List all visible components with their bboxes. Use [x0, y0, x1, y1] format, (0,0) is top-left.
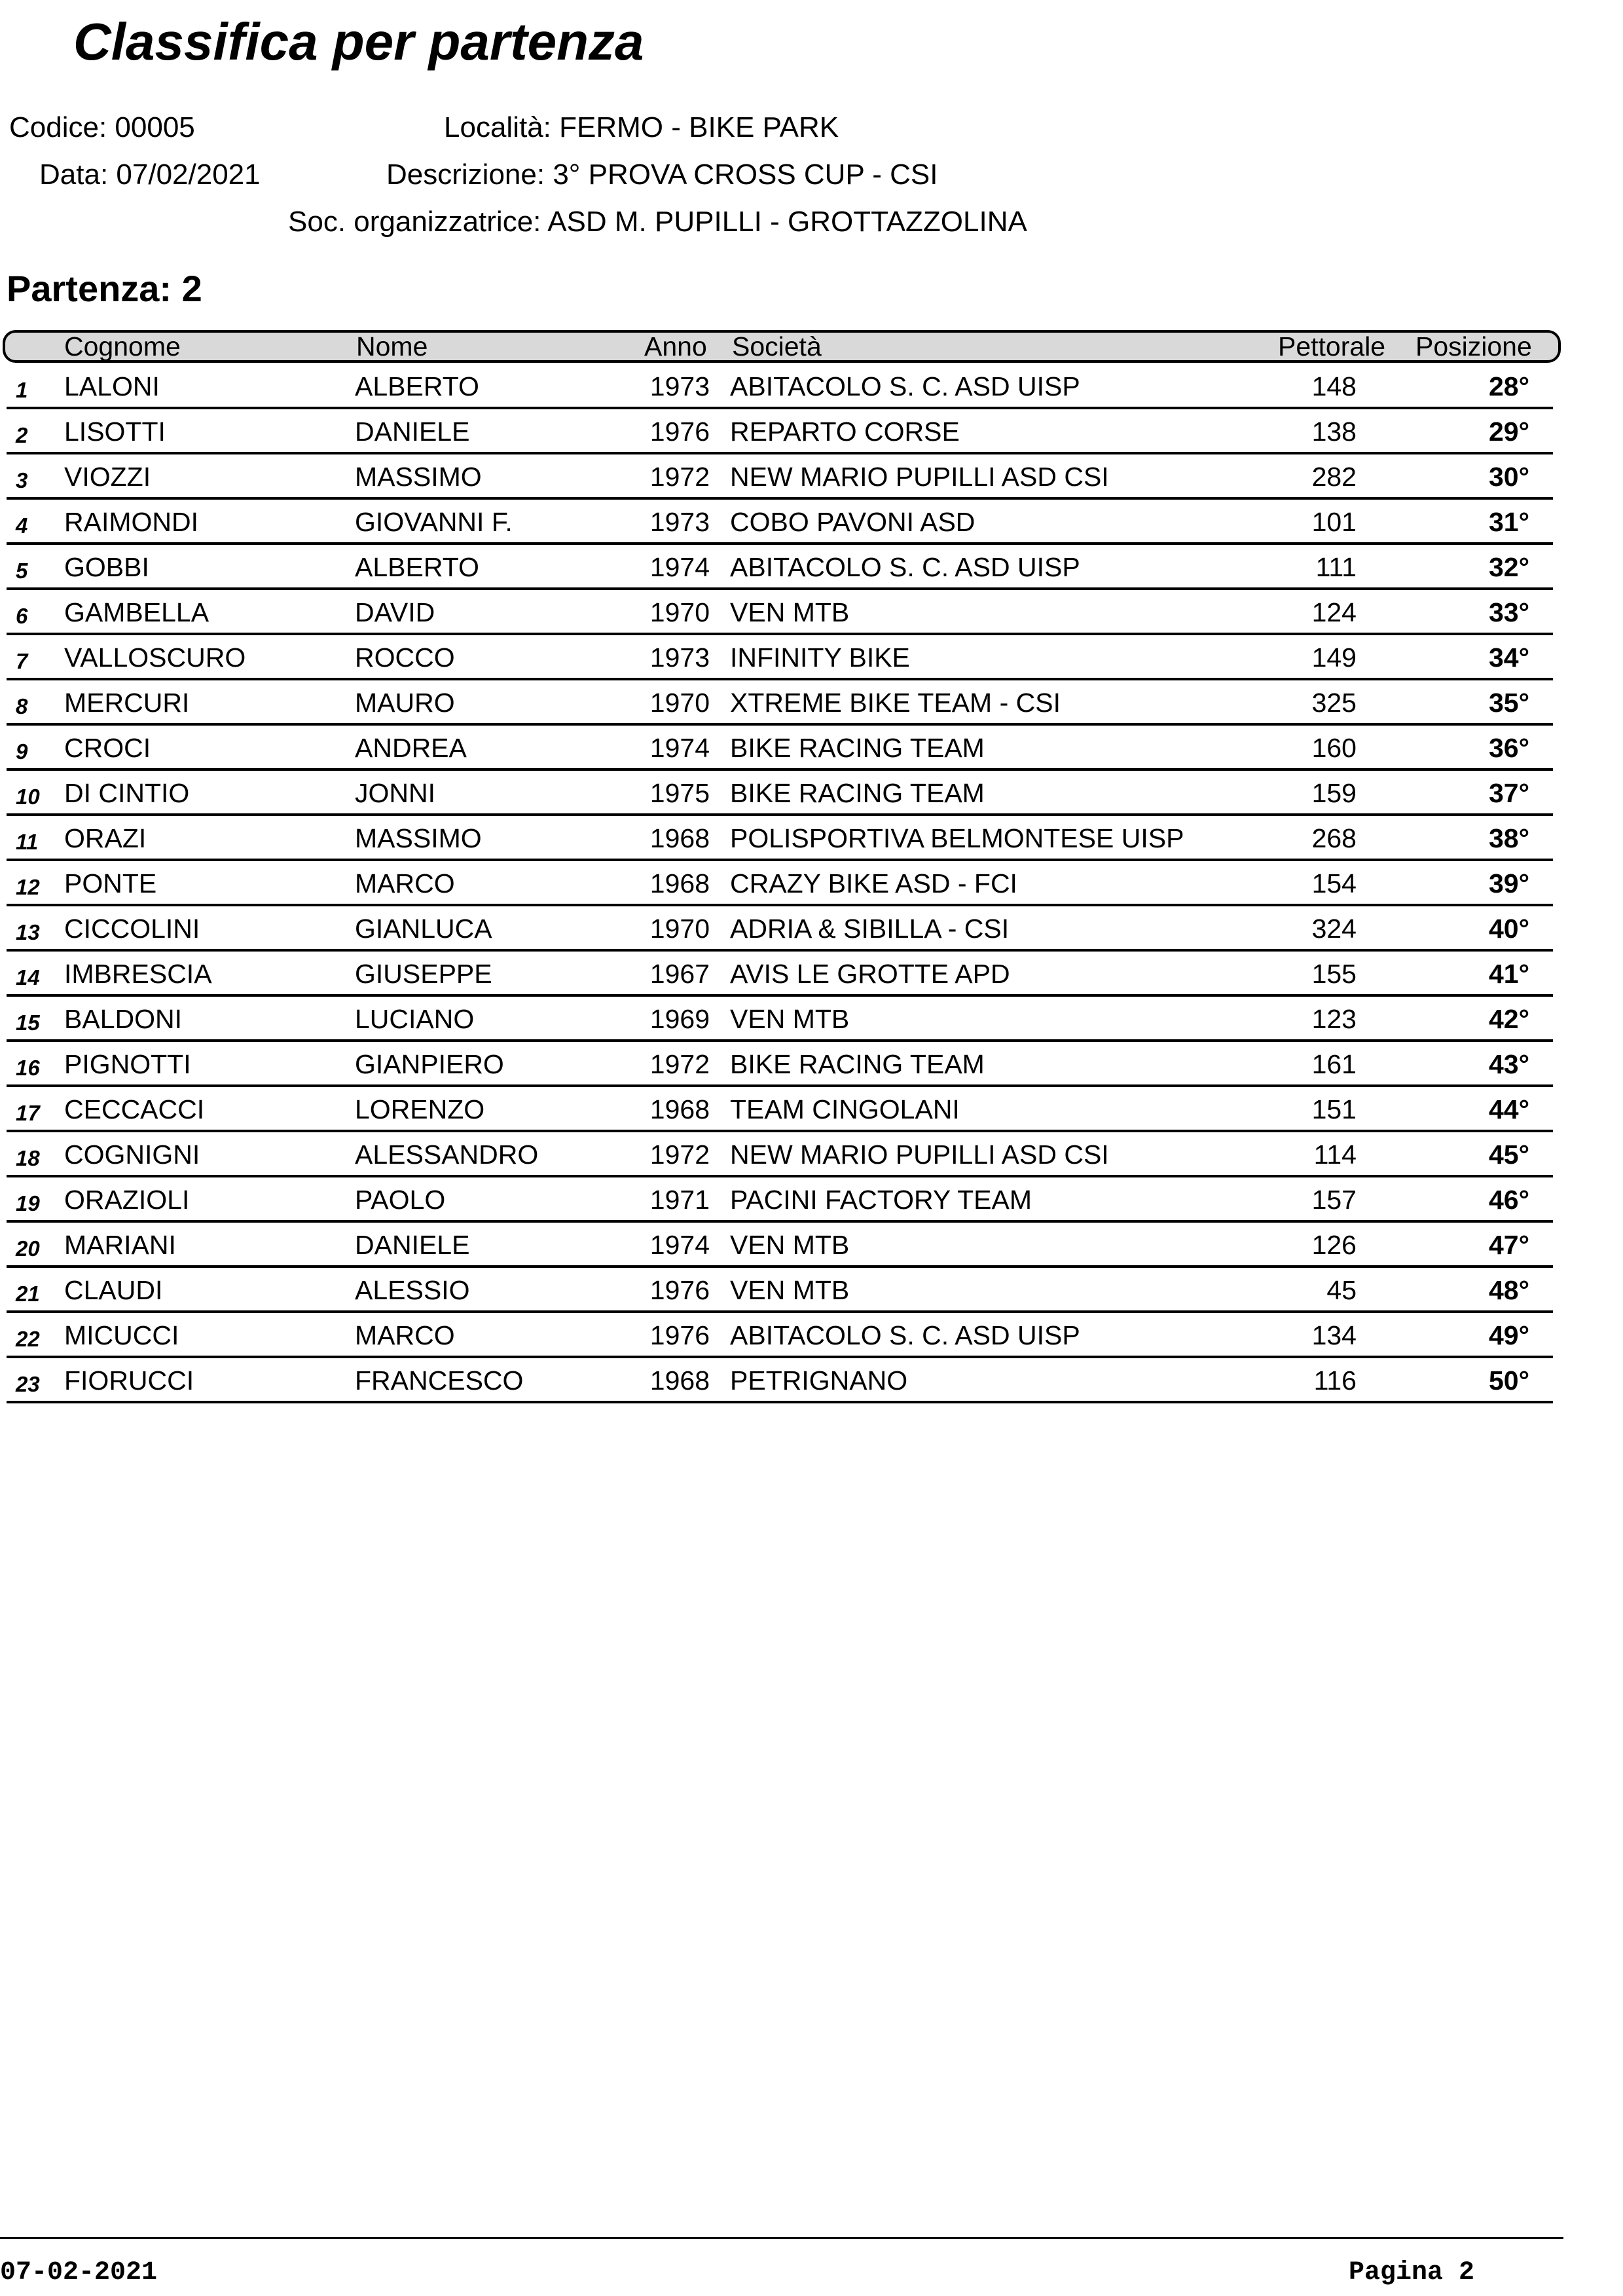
meta-data: [39, 158, 261, 191]
cell-pettorale: 282: [1311, 462, 1357, 492]
cell-cognome: PONTE: [64, 868, 157, 898]
table-row: [7, 1042, 1553, 1087]
cell-societa: ABITACOLO S. C. ASD UISP: [730, 1320, 1080, 1350]
cell-anno: 1969: [649, 1004, 710, 1034]
row-number: 18: [16, 1146, 40, 1170]
cell-posizione: 32°: [1488, 552, 1529, 582]
cell-cognome: MARIANI: [64, 1230, 176, 1260]
cell-posizione: 35°: [1488, 688, 1529, 718]
cell-cognome: LISOTTI: [64, 417, 166, 447]
col-pettorale: Pettorale: [1278, 331, 1386, 361]
results-table: [7, 364, 1553, 1403]
footer-page: Pagina 2: [1349, 2258, 1475, 2287]
cell-societa: VEN MTB: [730, 597, 850, 627]
row-number: 20: [16, 1236, 40, 1261]
cell-nome: ROCCO: [355, 642, 455, 673]
cell-anno: 1974: [649, 552, 710, 582]
partenza-heading: Partenza: 2: [7, 268, 202, 309]
cell-societa: POLISPORTIVA BELMONTESE UISP: [730, 823, 1184, 853]
localita-value: FERMO - BIKE PARK: [559, 111, 839, 143]
table-row: [7, 545, 1553, 590]
cell-nome: ANDREA: [355, 733, 467, 763]
table-row: [7, 500, 1553, 545]
cell-pettorale: 161: [1311, 1049, 1357, 1079]
cell-societa: COBO PAVONI ASD: [730, 507, 976, 537]
cell-pettorale: 123: [1311, 1004, 1357, 1034]
footer-date: 07-02-2021: [0, 2258, 158, 2287]
cell-pettorale: 101: [1311, 507, 1357, 537]
row-number: 6: [16, 604, 28, 628]
table-row: [7, 1087, 1553, 1132]
cell-pettorale: 324: [1311, 914, 1357, 944]
cell-cognome: GAMBELLA: [64, 597, 210, 627]
table-row: [7, 726, 1553, 771]
cell-pettorale: 155: [1311, 959, 1357, 989]
cell-anno: 1974: [649, 733, 710, 763]
table-row: [7, 1177, 1553, 1223]
table-row: [7, 771, 1553, 816]
row-number: 21: [16, 1282, 40, 1306]
cell-cognome: MICUCCI: [64, 1320, 179, 1350]
cell-cognome: MERCURI: [64, 688, 190, 718]
codice-label: Codice:: [9, 111, 107, 143]
cell-pettorale: 148: [1311, 371, 1357, 401]
cell-societa: NEW MARIO PUPILLI ASD CSI: [730, 1139, 1109, 1170]
cell-anno: 1975: [649, 778, 710, 808]
cell-posizione: 47°: [1488, 1230, 1529, 1260]
row-number: 12: [16, 875, 40, 899]
cell-cognome: DI CINTIO: [64, 778, 190, 808]
table-row: [7, 635, 1553, 680]
cell-posizione: 37°: [1488, 778, 1529, 808]
page-title: Classifica per partenza: [73, 12, 644, 71]
cell-pettorale: 124: [1311, 597, 1357, 627]
cell-posizione: 43°: [1488, 1049, 1529, 1079]
cell-nome: FRANCESCO: [355, 1365, 524, 1396]
table-row: [7, 364, 1553, 409]
row-number: 4: [16, 513, 28, 538]
cell-anno: 1973: [649, 371, 710, 401]
cell-societa: CRAZY BIKE ASD - FCI: [730, 868, 1017, 898]
table-row: [7, 906, 1553, 952]
table-row: [7, 861, 1553, 906]
soc-value: ASD M. PUPILLI - GROTTAZZOLINA: [547, 206, 1027, 238]
table-row: [7, 680, 1553, 726]
cell-anno: 1968: [649, 1094, 710, 1124]
cell-nome: LORENZO: [355, 1094, 485, 1124]
row-number: 17: [16, 1101, 40, 1125]
row-number: 23: [16, 1372, 40, 1396]
footer-divider: [0, 2237, 1563, 2239]
cell-nome: GIUSEPPE: [355, 959, 492, 989]
table-row: [7, 997, 1553, 1042]
row-number: 16: [16, 1056, 40, 1080]
cell-nome: ALESSANDRO: [355, 1139, 539, 1170]
cell-anno: 1971: [649, 1185, 710, 1215]
row-number: 5: [16, 559, 28, 583]
table-row: [7, 952, 1553, 997]
cell-posizione: 40°: [1488, 914, 1529, 944]
cell-anno: 1970: [649, 914, 710, 944]
cell-nome: ALBERTO: [355, 371, 479, 401]
cell-cognome: CICCOLINI: [64, 914, 200, 944]
col-anno: Anno: [644, 331, 707, 361]
cell-pettorale: 116: [1313, 1365, 1357, 1396]
meta-descrizione: [386, 158, 938, 191]
cell-nome: GIANPIERO: [355, 1049, 504, 1079]
cell-cognome: PIGNOTTI: [64, 1049, 191, 1079]
cell-nome: DANIELE: [355, 1230, 470, 1260]
cell-posizione: 31°: [1488, 507, 1529, 537]
row-number: 19: [16, 1191, 40, 1215]
cell-societa: TEAM CINGOLANI: [730, 1094, 960, 1124]
cell-pettorale: 114: [1313, 1139, 1357, 1170]
cell-anno: 1973: [649, 642, 710, 673]
row-number: 11: [16, 830, 39, 854]
descrizione-value: 3° PROVA CROSS CUP - CSI: [553, 158, 938, 191]
row-number: 15: [16, 1010, 40, 1035]
table-row: [7, 816, 1553, 861]
cell-pettorale: 325: [1311, 688, 1357, 718]
cell-anno: 1974: [649, 1230, 710, 1260]
cell-nome: MASSIMO: [355, 823, 482, 853]
table-row: [7, 1223, 1553, 1268]
cell-anno: 1970: [649, 688, 710, 718]
cell-nome: GIANLUCA: [355, 914, 492, 944]
cell-societa: AVIS LE GROTTE APD: [730, 959, 1010, 989]
row-number: 7: [16, 649, 28, 673]
cell-anno: 1968: [649, 1365, 710, 1396]
cell-posizione: 48°: [1488, 1275, 1529, 1305]
cell-societa: VEN MTB: [730, 1004, 850, 1034]
cell-societa: REPARTO CORSE: [730, 417, 960, 447]
cell-pettorale: 45: [1326, 1275, 1357, 1305]
cell-posizione: 36°: [1488, 733, 1529, 763]
cell-societa: BIKE RACING TEAM: [730, 1049, 985, 1079]
cell-societa: ABITACOLO S. C. ASD UISP: [730, 552, 1080, 582]
cell-anno: 1973: [649, 507, 710, 537]
cell-societa: INFINITY BIKE: [730, 642, 910, 673]
table-row: [7, 454, 1553, 500]
table-row: [7, 1358, 1553, 1403]
cell-nome: MARCO: [355, 1320, 455, 1350]
cell-anno: 1968: [649, 823, 710, 853]
cell-cognome: RAIMONDI: [64, 507, 198, 537]
cell-cognome: LALONI: [64, 371, 160, 401]
cell-cognome: CECCACCI: [64, 1094, 205, 1124]
cell-anno: 1976: [649, 417, 710, 447]
cell-societa: XTREME BIKE TEAM - CSI: [730, 688, 1061, 718]
cell-cognome: CLAUDI: [64, 1275, 163, 1305]
cell-nome: MARCO: [355, 868, 455, 898]
cell-posizione: 50°: [1488, 1365, 1529, 1396]
cell-pettorale: 157: [1311, 1185, 1357, 1215]
data-label: Data:: [39, 158, 109, 191]
cell-societa: VEN MTB: [730, 1275, 850, 1305]
cell-nome: JONNI: [355, 778, 435, 808]
cell-cognome: FIORUCCI: [64, 1365, 194, 1396]
cell-anno: 1976: [649, 1320, 710, 1350]
cell-posizione: 46°: [1488, 1185, 1529, 1215]
cell-societa: VEN MTB: [730, 1230, 850, 1260]
cell-societa: ADRIA & SIBILLA - CSI: [730, 914, 1010, 944]
row-number: 2: [16, 423, 28, 447]
table-row: [7, 1132, 1553, 1177]
cell-pettorale: 151: [1311, 1094, 1357, 1124]
cell-cognome: VALLOSCURO: [64, 642, 246, 673]
meta-localita: [444, 111, 839, 144]
cell-nome: ALBERTO: [355, 552, 479, 582]
cell-posizione: 49°: [1488, 1320, 1529, 1350]
cell-nome: LUCIANO: [355, 1004, 475, 1034]
row-number: 14: [16, 965, 40, 990]
row-number: 9: [16, 739, 28, 764]
row-number: 22: [16, 1327, 40, 1351]
cell-posizione: 42°: [1488, 1004, 1529, 1034]
cell-posizione: 29°: [1488, 417, 1529, 447]
cell-pettorale: 154: [1311, 868, 1357, 898]
cell-pettorale: 159: [1311, 778, 1357, 808]
cell-posizione: 45°: [1488, 1139, 1529, 1170]
cell-cognome: COGNIGNI: [64, 1139, 200, 1170]
cell-societa: ABITACOLO S. C. ASD UISP: [730, 371, 1080, 401]
cell-cognome: GOBBI: [64, 552, 149, 582]
cell-pettorale: 160: [1311, 733, 1357, 763]
meta-soc: [288, 206, 1027, 238]
cell-anno: 1972: [649, 1049, 710, 1079]
cell-posizione: 44°: [1488, 1094, 1529, 1124]
cell-societa: PETRIGNANO: [730, 1365, 908, 1396]
row-number: 13: [16, 920, 40, 944]
cell-pettorale: 134: [1311, 1320, 1357, 1350]
cell-posizione: 39°: [1488, 868, 1529, 898]
cell-posizione: 30°: [1488, 462, 1529, 492]
cell-societa: BIKE RACING TEAM: [730, 733, 985, 763]
col-cognome: Cognome: [64, 331, 181, 361]
table-row: [7, 1313, 1553, 1358]
cell-societa: BIKE RACING TEAM: [730, 778, 985, 808]
row-number: 1: [16, 378, 28, 402]
cell-nome: MAURO: [355, 688, 455, 718]
cell-pettorale: 268: [1311, 823, 1357, 853]
col-nome: Nome: [356, 331, 428, 361]
data-value: 07/02/2021: [116, 158, 261, 191]
cell-anno: 1972: [649, 462, 710, 492]
cell-posizione: 33°: [1488, 597, 1529, 627]
table-row: [7, 1268, 1553, 1313]
cell-posizione: 28°: [1488, 371, 1529, 401]
cell-posizione: 41°: [1488, 959, 1529, 989]
descrizione-label: Descrizione:: [386, 158, 545, 191]
cell-pettorale: 138: [1311, 417, 1357, 447]
cell-societa: PACINI FACTORY TEAM: [730, 1185, 1032, 1215]
cell-pettorale: 126: [1311, 1230, 1357, 1260]
cell-nome: ALESSIO: [355, 1275, 470, 1305]
cell-cognome: IMBRESCIA: [64, 959, 212, 989]
codice-value: 00005: [115, 111, 195, 143]
meta-codice: [9, 111, 195, 144]
row-number: 10: [16, 785, 40, 809]
cell-cognome: CROCI: [64, 733, 151, 763]
cell-nome: MASSIMO: [355, 462, 482, 492]
cell-societa: NEW MARIO PUPILLI ASD CSI: [730, 462, 1109, 492]
cell-anno: 1970: [649, 597, 710, 627]
cell-pettorale: 149: [1311, 642, 1357, 673]
cell-pettorale: 111: [1315, 552, 1357, 582]
col-societa: Società: [732, 331, 822, 361]
cell-anno: 1968: [649, 868, 710, 898]
cell-nome: GIOVANNI F.: [355, 507, 513, 537]
cell-nome: PAOLO: [355, 1185, 446, 1215]
cell-nome: DANIELE: [355, 417, 470, 447]
cell-anno: 1967: [649, 959, 710, 989]
table-row: [7, 590, 1553, 635]
cell-anno: 1976: [649, 1275, 710, 1305]
soc-label: Soc. organizzatrice:: [288, 206, 541, 238]
cell-cognome: BALDONI: [64, 1004, 182, 1034]
table-header: [3, 330, 1561, 363]
row-number: 8: [16, 694, 28, 718]
cell-anno: 1972: [649, 1139, 710, 1170]
cell-cognome: ORAZIOLI: [64, 1185, 190, 1215]
table-row: [7, 409, 1553, 454]
col-posizione: Posizione: [1415, 331, 1532, 361]
cell-cognome: ORAZI: [64, 823, 147, 853]
cell-posizione: 34°: [1488, 642, 1529, 673]
cell-cognome: VIOZZI: [64, 462, 151, 492]
localita-label: Località:: [444, 111, 551, 143]
cell-nome: DAVID: [355, 597, 435, 627]
row-number: 3: [16, 468, 28, 492]
cell-posizione: 38°: [1488, 823, 1529, 853]
